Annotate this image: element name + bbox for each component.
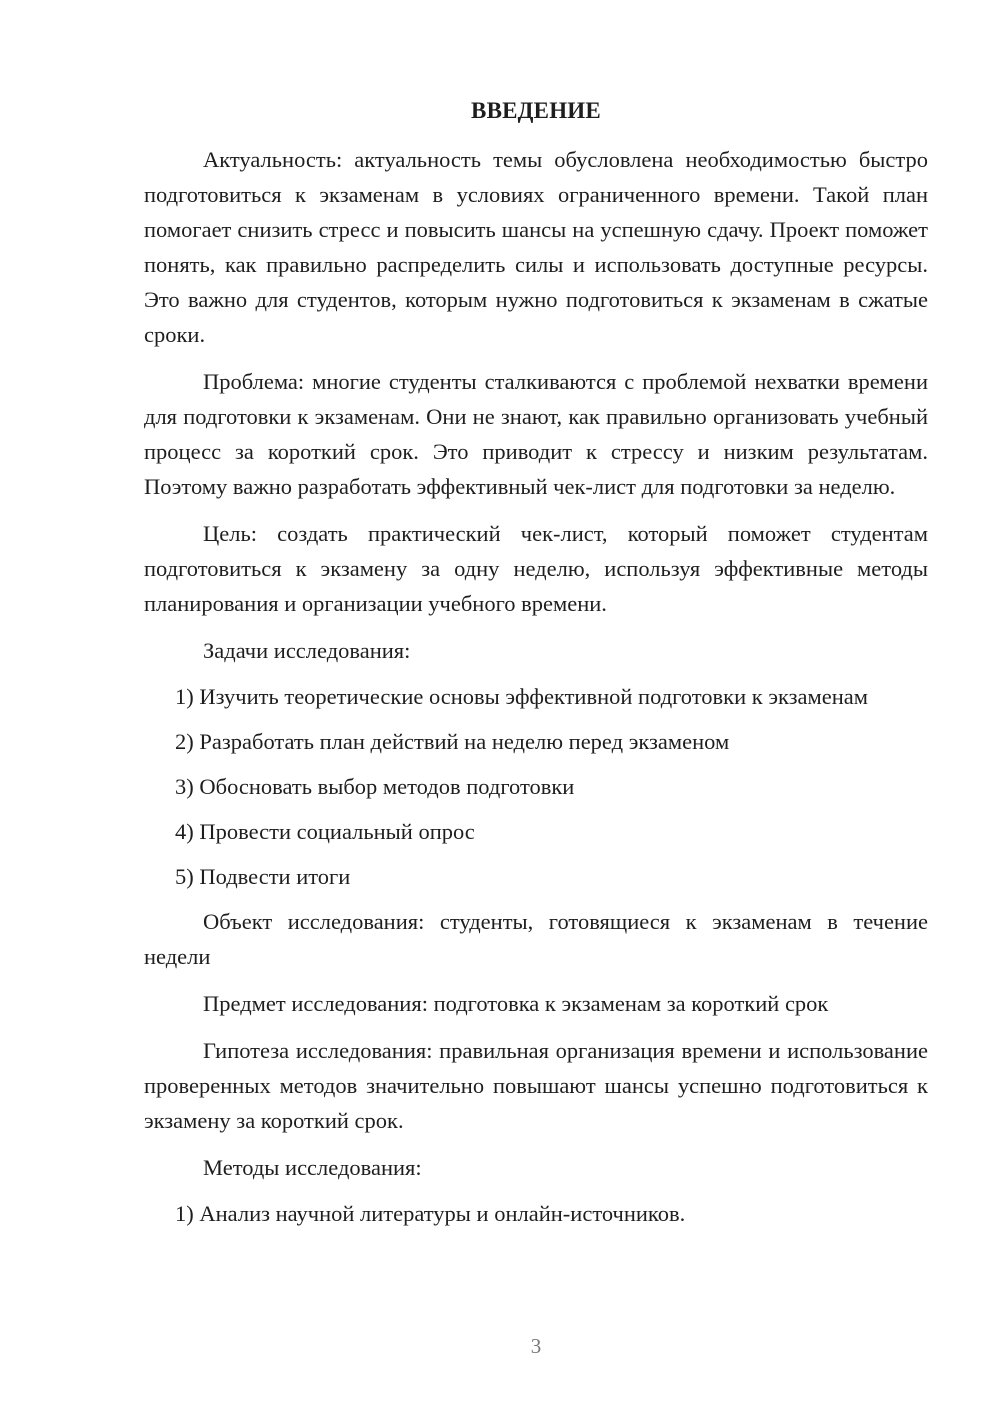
task-item: 3) Обосновать выбор методов подготовки (175, 774, 575, 799)
methods-label: Методы исследования: (203, 1155, 422, 1180)
task-item: 1) Изучить теоретические основы эффективной подготовки к экзаменам (175, 684, 868, 709)
relevance-paragraph: Актуальность: актуальность темы обусловлена необходимостью быстро подготовиться к экзаменам в условиях ограниченного времени. Такой план помогает снизить стресс и повысить шансы на успешную сдачу. Проект поможет понять, как правильно распределить силы и использовать доступные ресурсы. Это важно для студентов, которым нужно подготовиться к экзаменам в сжатые сроки. (144, 147, 928, 347)
goal-paragraph: Цель: создать практический чек-лист, который поможет студентам подготовиться к экзамену за одну неделю, используя эффективные методы планирования и организации учебного времени. (144, 521, 928, 616)
document-body (144, 142, 928, 1241)
page-number: 3 (530, 1334, 542, 1358)
task-item: 2) Разработать план действий на неделю перед экзаменом (175, 729, 730, 754)
problem-paragraph: Проблема: многие студенты сталкиваются с проблемой нехватки времени для подготовки к экзаменам. Они не знают, как правильно организовать учебный процесс за короткий срок. Это приводит к стрессу и низким результатам. Поэтому важно разработать эффективный чек-лист для подготовки за неделю. (144, 369, 928, 499)
task-item: 5) Подвести итоги (175, 864, 351, 889)
object-paragraph: Объект исследования: студенты, готовящиеся к экзаменам в течение недели (144, 909, 928, 969)
section-title: ВВЕДЕНИЕ (471, 98, 601, 123)
task-item: 4) Провести социальный опрос (175, 819, 475, 844)
hypothesis-paragraph: Гипотеза исследования: правильная организация времени и использование проверенных методов значительно повышают шансы успешно подготовиться к экзамену за короткий срок. (144, 1038, 928, 1133)
tasks-label: Задачи исследования: (203, 638, 411, 663)
method-item: 1) Анализ научной литературы и онлайн-источников. (175, 1201, 686, 1226)
subject-paragraph: Предмет исследования: подготовка к экзаменам за короткий срок (203, 991, 829, 1016)
